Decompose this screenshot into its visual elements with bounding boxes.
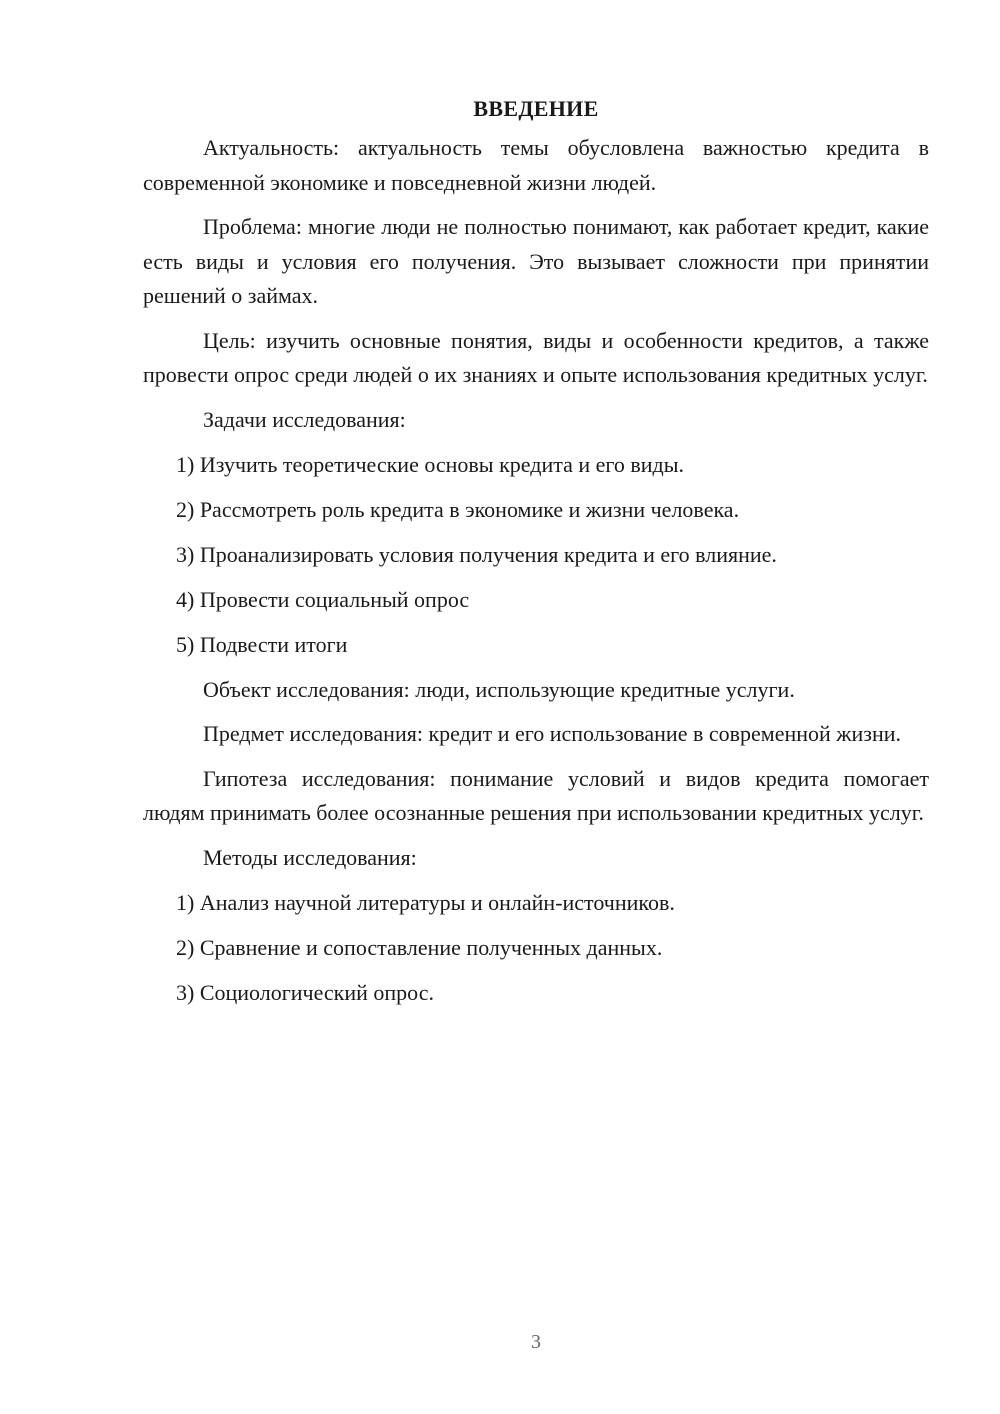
page-title: ВВЕДЕНИЕ [473,96,599,121]
list-item: 1) Анализ научной литературы и онлайн-источников. [176,889,675,915]
list-item: 3) Социологический опрос. [176,979,434,1005]
tasks-heading: Задачи исследования: [203,406,406,432]
methods-list [143,886,929,1011]
goal-paragraph: Цель: изучить основные понятия, виды и особенности кредитов, а также провести опрос среди людей о их знаниях и опыте использования кредитных услуг. [143,327,929,387]
list-item: 3) Проанализировать условия получения кредита и его влияние. [176,541,777,567]
hypothesis-paragraph: Гипотеза исследования: понимание условий и видов кредита помогает людям принимать более осознанные решения при использовании кредитных услуг. [143,765,929,825]
document-page [143,92,929,1021]
object-paragraph: Объект исследования: люди, использующие кредитные услуги. [203,676,795,702]
list-item: 1) Изучить теоретические основы кредита и его виды. [176,451,685,477]
methods-heading: Методы исследования: [203,844,417,870]
relevance-paragraph: Актуальность: актуальность темы обусловлена важностью кредита в современной экономике и повседневной жизни людей. [143,135,929,195]
subject-paragraph: Предмет исследования: кредит и его использование в современной жизни. [203,721,901,746]
problem-paragraph: Проблема: многие люди не полностью понимают, как работает кредит, какие есть виды и условия его получения. Это вызывает сложности при принятии решений о займах. [143,214,929,308]
list-item: 4) Провести социальный опрос [176,586,470,612]
page-number: 3 [531,1331,541,1353]
list-item: 2) Сравнение и сопоставление полученных данных. [176,934,663,960]
list-item: 2) Рассмотреть роль кредита в экономике и жизни человека. [176,496,740,522]
tasks-list [143,448,929,663]
list-item: 5) Подвести итоги [176,631,348,657]
